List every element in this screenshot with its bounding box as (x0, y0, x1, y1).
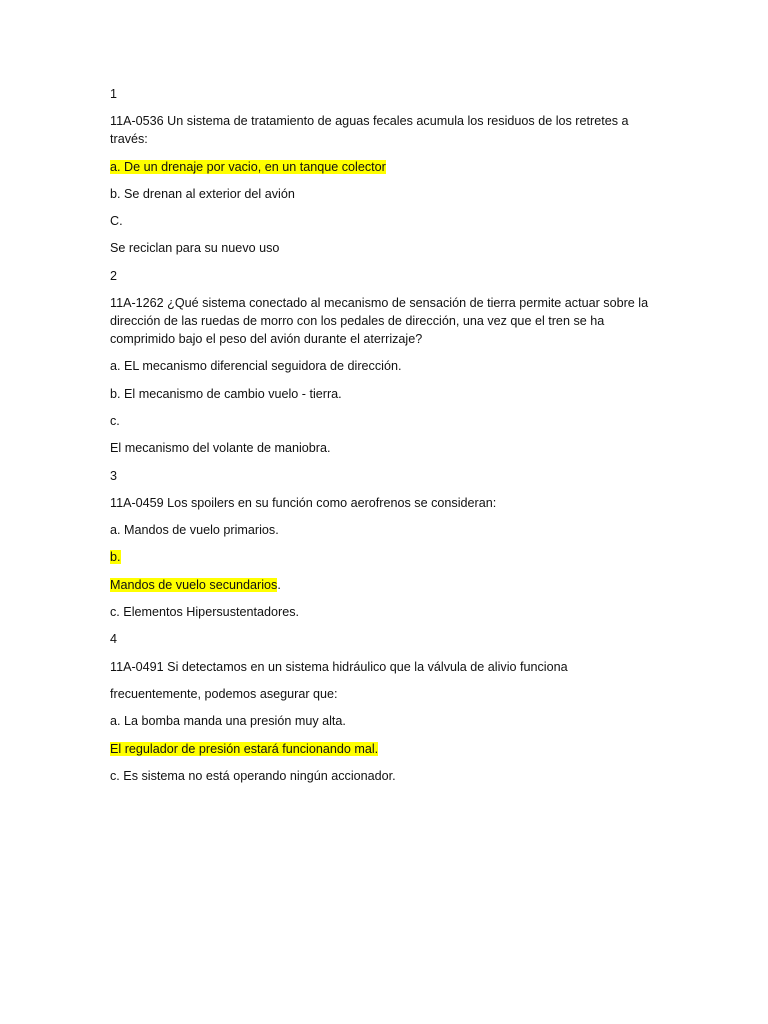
question-text-4-line1: 11A-0491 Si detectamos en un sistema hidráulico que la válvula de alivio funciona (110, 659, 568, 674)
answer-option-4b (110, 740, 650, 758)
document-content (110, 85, 650, 794)
answer-option-2b: b. El mecanismo de cambio vuelo - tierra. (110, 386, 342, 401)
question-number-1: 1 (110, 87, 118, 101)
highlighted-answer: El regulador de presión estará funcionando mal. (110, 741, 379, 756)
question-number-3: 3 (110, 468, 118, 483)
answer-option-3b-label (110, 548, 650, 566)
answer-option-4a: a. La bomba manda una presión muy alta. (110, 714, 346, 729)
answer-option-1b: b. Se drenan al exterior del avión (110, 186, 295, 201)
answer-option-2c-text: El mecanismo del volante de maniobra. (110, 441, 331, 456)
question-text-1: 11A-0536 Un sistema de tratamiento de aguas fecales acumula los residuos de los retretes a través: (110, 114, 629, 147)
answer-option-1c-text: Se reciclan para su nuevo uso (110, 241, 280, 256)
answer-option-3b-text (110, 576, 650, 594)
answer-option-2a: a. EL mecanismo diferencial seguidora de dirección. (110, 359, 402, 374)
question-text-2: 11A-1262 ¿Qué sistema conectado al mecanismo de sensación de tierra permite actuar sobre la dirección de las ruedas de morro con los pedales de dirección, una vez que el tren se ha comprimido bajo el peso del avión durante el aterrizaje? (110, 296, 649, 347)
answer-option-1a (110, 158, 650, 176)
answer-option-1c-label: C. (110, 214, 123, 229)
answer-option-3c: c. Elementos Hipersustentadores. (110, 605, 299, 620)
question-number-2: 2 (110, 268, 118, 283)
answer-option-2c-label: c. (110, 413, 120, 428)
question-number-4: 4 (110, 632, 118, 647)
question-text-3: 11A-0459 Los spoilers en su función como aerofrenos se consideran: (110, 495, 497, 510)
answer-option-3a: a. Mandos de vuelo primarios. (110, 523, 279, 538)
highlighted-answer-label: b. (110, 550, 121, 565)
question-text-4-line2: frecuentemente, podemos asegurar que: (110, 686, 338, 701)
highlighted-answer: a. De un drenaje por vacio, en un tanque colector (110, 159, 386, 174)
highlighted-answer: Mandos de vuelo secundarios (110, 577, 278, 592)
answer-option-4c: c. Es sistema no está operando ningún accionador. (110, 768, 396, 783)
answer-tail: . (277, 577, 281, 592)
